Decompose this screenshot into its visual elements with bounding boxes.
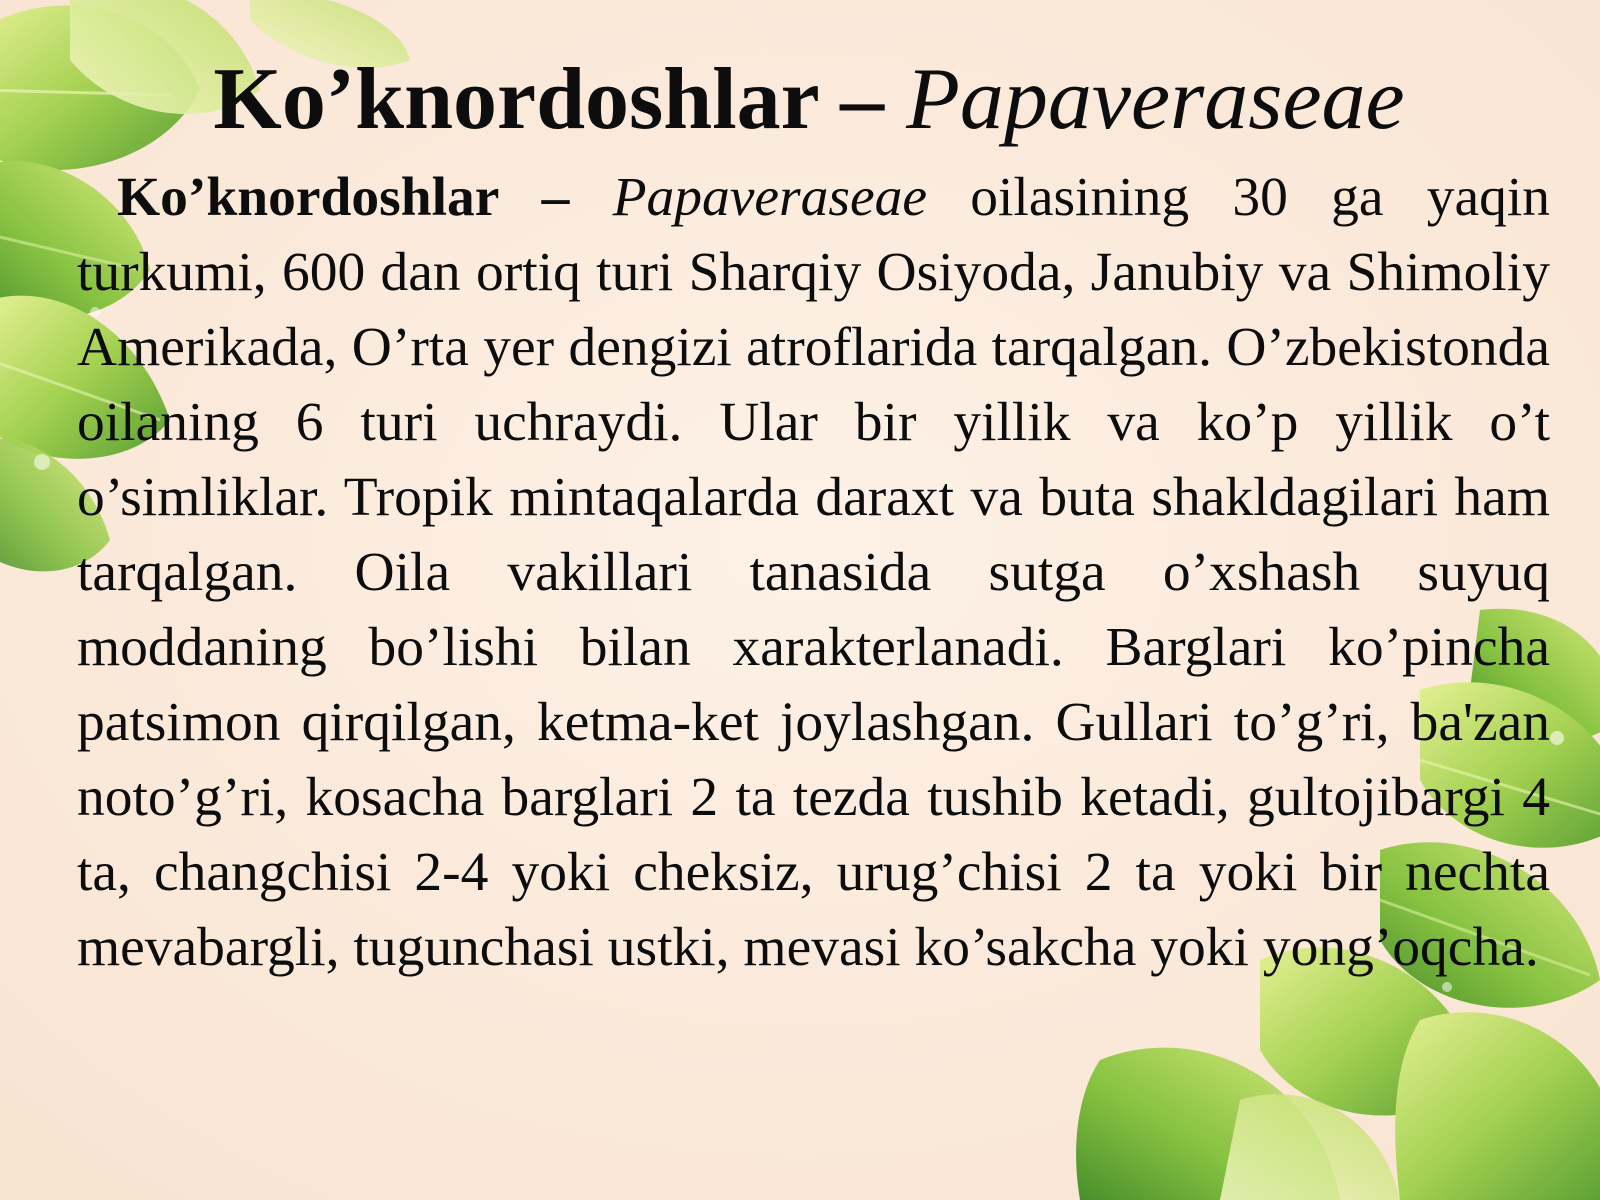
body-text: oilasining 30 ga yaqin turkumi, 600 dan ortiq turi Sharqiy Osiyoda, Janubiy va Shimoliy Amerikada, O’rta yer dengizi atroflarida tarqalgan. O’zbekistonda oilaning 6 turi uchraydi. Ular bir yillik va ko’p yillik o’t o’simliklar. Tropik mintaqalarda daraxt va buta shakldagilari ham tarqalgan. Oila vakillari tanasida sutga o’xshash suyuq moddaning bo’lishi bilan xarakterlanadi. Barglari ko’pincha patsimon qirqilgan, ketma-ket joylashgan. Gullari to’g’ri, ba'zan noto’g’ri, kosacha barglari 2 ta tezda tushib ketadi, gultojibargi 4 ta, changchisi 2-4 yoki cheksiz, urug’chisi 2 ta yoki bir nechta mevabargli, tugunchasi ustki, mevasi ko’sakcha yoki yong’oqcha. [77,167,1551,978]
slide-title [0,52,1600,149]
body-lead-bold: Ko’knordoshlar – [117,167,570,228]
body-lead-italic: Papaveraseae [612,167,927,228]
slide-body-paragraph [77,160,1550,985]
slide-title-italic: Papaveraseae [906,51,1405,148]
slide-title-bold: Ko’knordoshlar – [213,51,885,148]
